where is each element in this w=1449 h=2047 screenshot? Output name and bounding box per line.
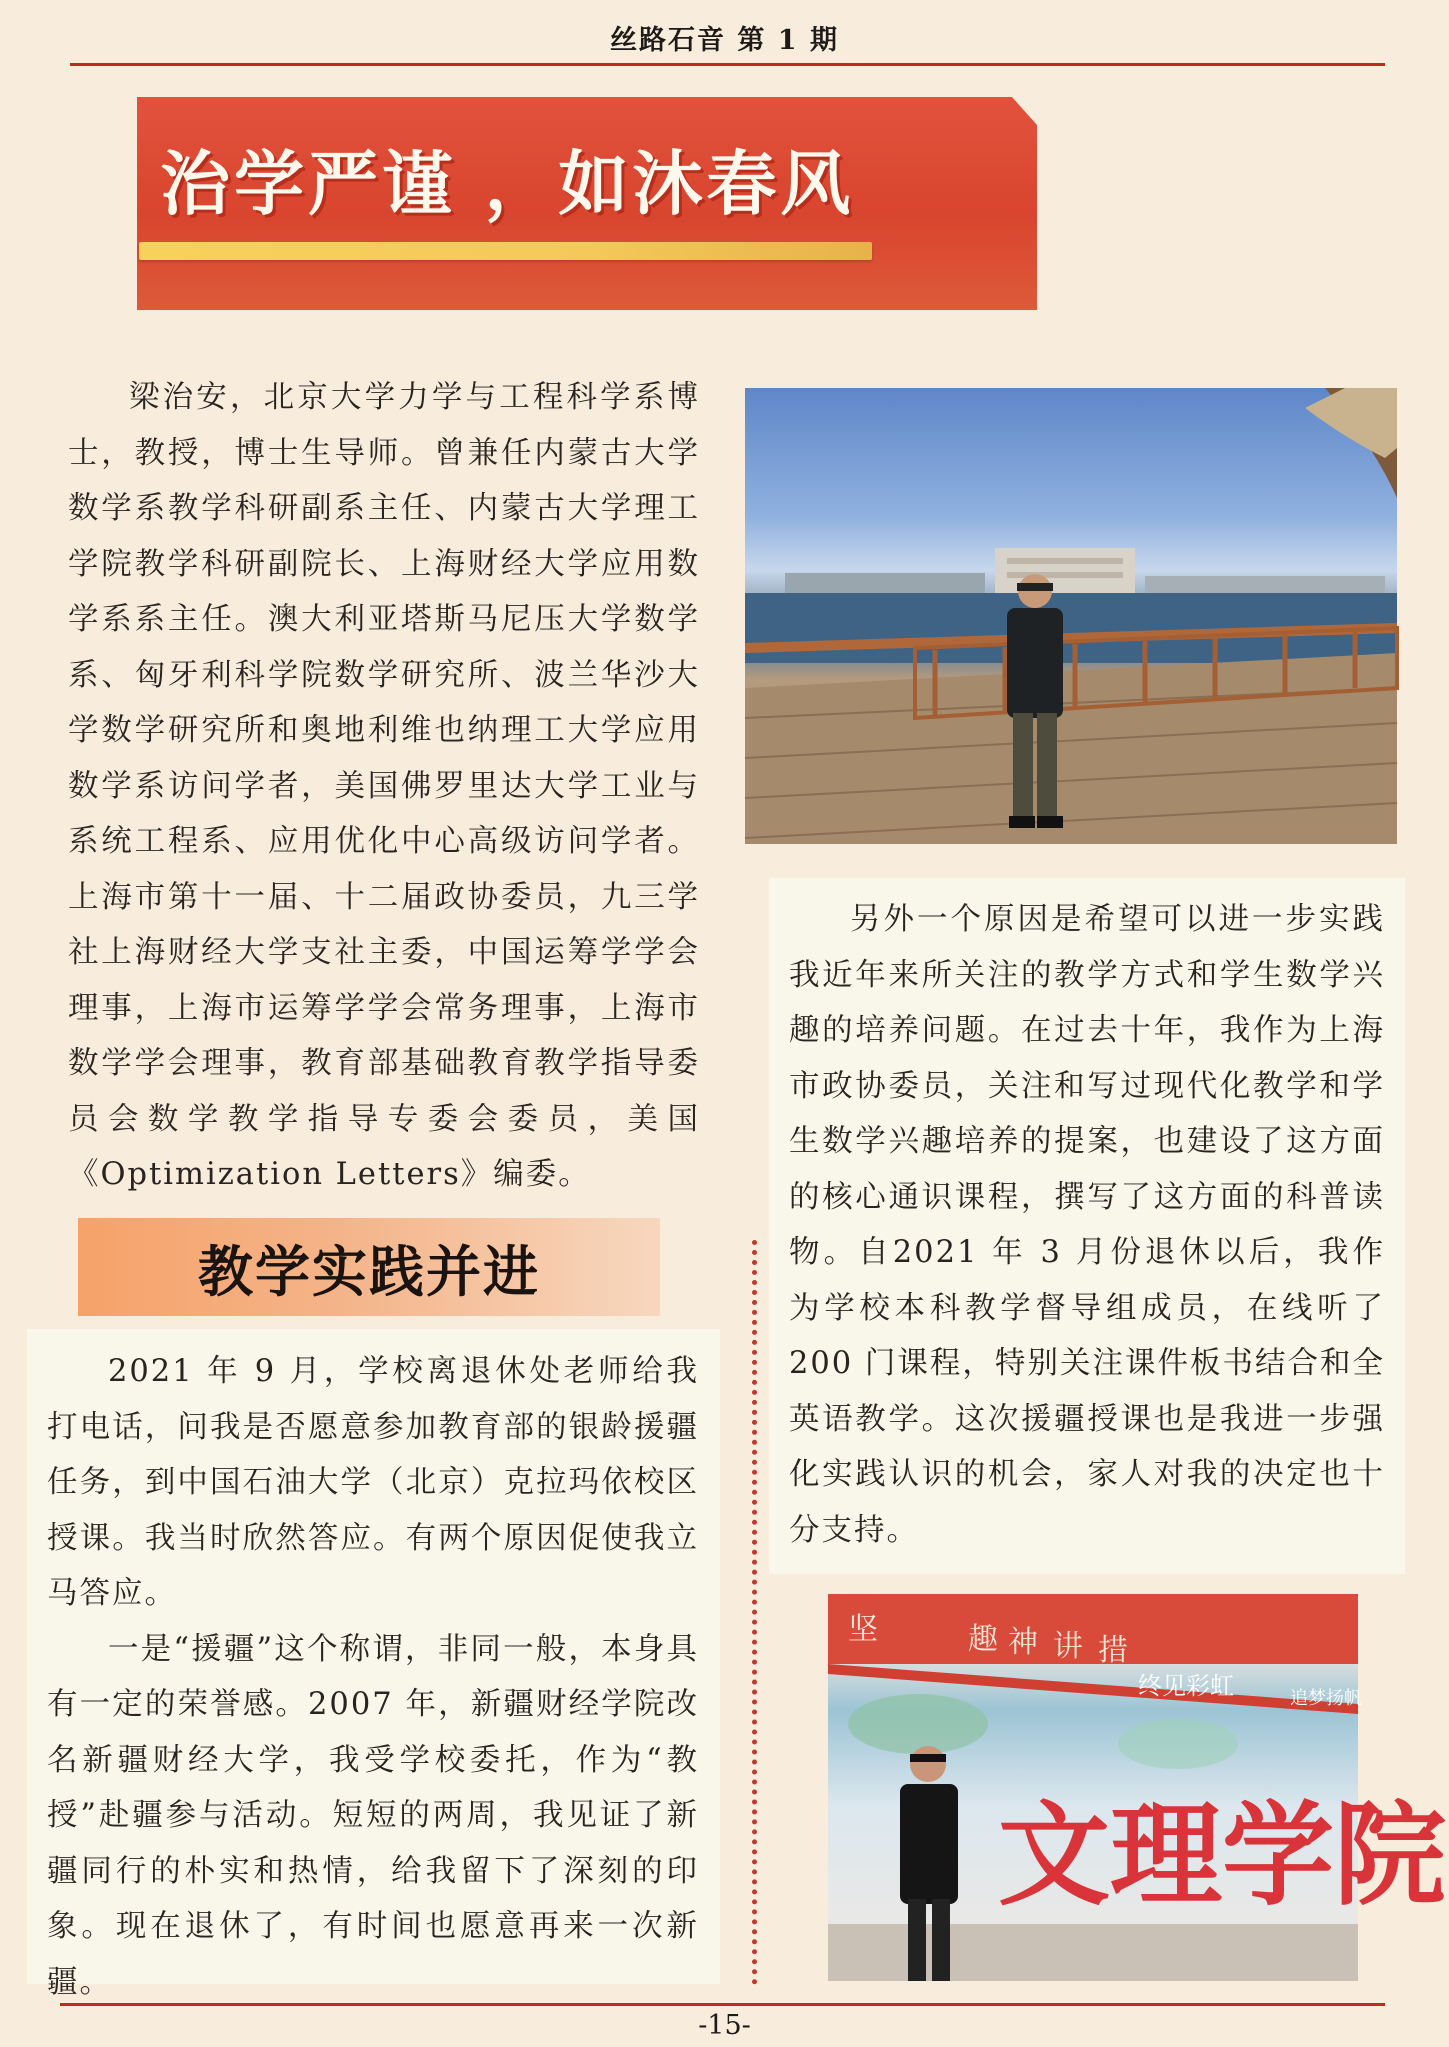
wall-lettering: 文理学院 (998, 1793, 1446, 1918)
page-number: -15- (698, 2010, 751, 2041)
photo-banner-char-1: 坚 (848, 1613, 878, 1646)
photo-banner-char-4: 讲 (1053, 1630, 1083, 1663)
section-heading: 教学实践并进 (197, 1239, 540, 1304)
intro-paragraph: 梁治安，北京大学力学与工程科学系博士，教授，博士生导师。曾兼任内蒙古大学数学系教学科研副系主任、内蒙古大学理工学院教学科研副院长、上海财经大学应用数学系系主任。澳大利亚塔斯马尼压大学数学系、匈牙利科学院数学研究所、波兰华沙大学数学研究所和奥地利维也纳理工大学应用数学系访问学者，美国佛罗里达大学工业与系统工程系、应用优化中心高级访问学者。上海市第十一届、十二届政协委员，九三学社上海财经大学支社主委，中国运筹学学会理事，上海市运筹学学会常务理事，上海市数学学会理事，教育部基础教育教学指导委员会数学教学指导专委会委员，美国《Optimization Letters》编委。 (68, 380, 700, 1192)
right-paragraph: 另外一个原因是希望可以进一步实践我近年来所关注的教学方式和学生数学兴趣的培养问题。在过去十年，我作为上海市政协委员，关注和写过现代化教学和学生数学兴趣培养的提案，也建设了这方面的核心通识课程，撰写了这方面的科普读物。自2021 年 3 月份退休以后，我作为学校本科教学督导组成员，在线听了200 门课程，特别关注课件板书结合和全英语教学。这次援疆授课也是我进一步强化实践认识的机会，家人对我的决定也十分支持。 (789, 902, 1385, 1548)
lakeside-photo-drawing (745, 388, 1397, 844)
header-rule (70, 63, 1385, 66)
photo-banner-char-5: 措 (1098, 1634, 1128, 1667)
campus-banner-photo-drawing (828, 1594, 1446, 1981)
photo-banner-phrase-1: 终见彩虹 (1138, 1673, 1234, 1700)
left-paragraph-1: 2021 年 9 月，学校离退休处老师给我打电话，问我是否愿意参加教育部的银龄援疆任务，到中国石油大学（北京）克拉玛依校区授课。我当时欣然答应。有两个原因促使我立马答应。 (47, 1354, 699, 1611)
footer-rule (60, 2003, 1385, 2006)
photo-banner-phrase-2: 追梦扬帆 (1290, 1688, 1362, 1708)
campus-banner-photo (828, 1594, 1446, 1981)
column-divider (752, 1240, 757, 1985)
title-underline-bar (139, 242, 872, 260)
left-paragraph-2: 一是“援疆”这个称谓，非同一般，本身具有一定的荣誉感。2007 年，新疆财经学院改名新疆财经大学，我受学校委托，作为“教授”赴疆参与活动。短短的两周，我见证了新疆同行的朴实和热情，给我留下了深刻的印象。现在退休了，有时间也愿意再来一次新疆。 (47, 1631, 699, 2000)
lakeside-photo (745, 388, 1397, 844)
article-title: 治学严谨 ，如沐春风 (160, 142, 855, 225)
running-header: 丝路石音 第 1 期 (610, 25, 839, 56)
left-text-column (47, 1344, 699, 2010)
photo-banner-char-2: 趣 (968, 1623, 998, 1656)
photo-banner-char-3: 神 (1008, 1626, 1038, 1659)
